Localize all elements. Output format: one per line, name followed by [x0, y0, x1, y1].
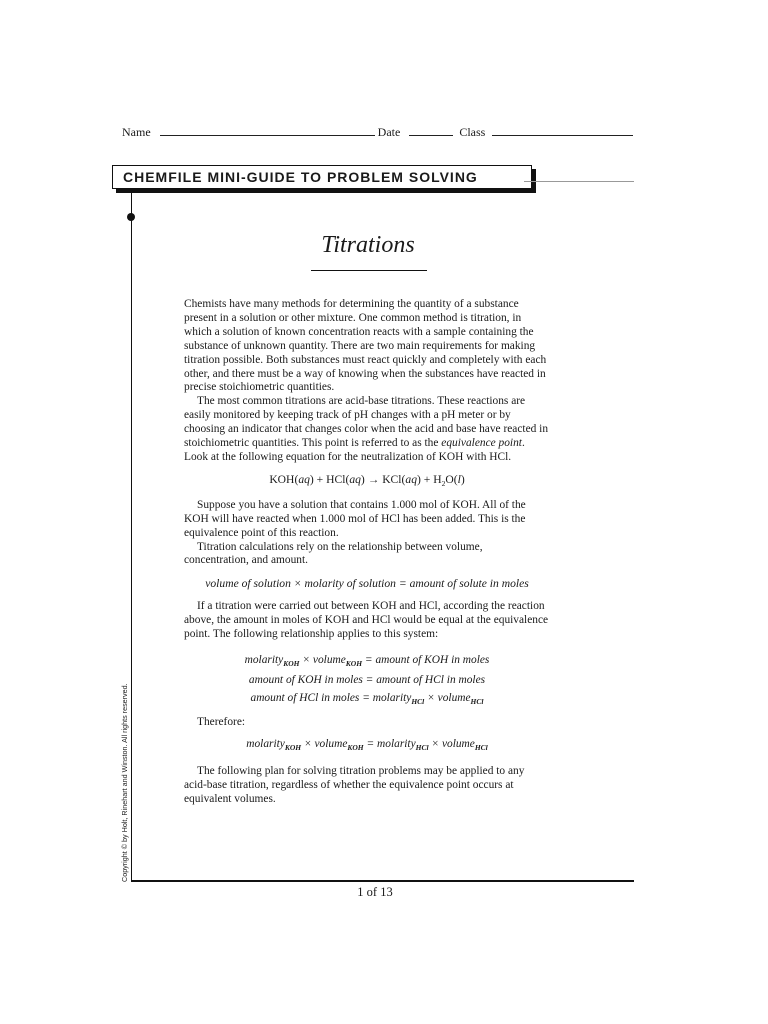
- eq-o: O: [445, 472, 454, 486]
- eq-text: × volume: [424, 691, 471, 704]
- eq-subscript: KOH: [347, 743, 364, 753]
- eq-plus: +: [316, 472, 324, 486]
- eq-subscript: HCl: [411, 696, 425, 706]
- eq-h: H: [433, 472, 442, 486]
- reaction-arrow-icon: →: [367, 472, 380, 486]
- eq-subscript: HCl: [474, 743, 488, 753]
- equivalence-point-term: equivalence point: [441, 437, 522, 450]
- eq-kcl: KCl: [382, 472, 402, 486]
- paragraph-plan: The following plan for solving titration problems may be applied to any acid-base titration, regardless of whether the equivalence point occurs at equivalent volumes.: [184, 764, 525, 805]
- left-margin-rule: [131, 191, 132, 882]
- therefore-equation: [184, 736, 550, 757]
- paragraph-acid-base: [184, 395, 550, 465]
- equation-line-therefore: [184, 736, 550, 757]
- eq-state-aq: aq: [405, 472, 417, 486]
- name-label: Name: [122, 125, 151, 139]
- eq-text: molarity: [246, 738, 285, 751]
- equation-line-2: amount of KOH in moles = amount of HCl in moles: [248, 674, 486, 687]
- page-number: 1 of 13: [357, 885, 393, 899]
- paragraph-equivalence: Suppose you have a solution that contains 1.000 mol of KOH. All of the KOH will have reacted when 1.000 mol of HCl has been added. This is the equivalence point of this reaction.: [184, 498, 526, 539]
- equation-line-3: [184, 690, 550, 711]
- eq-subscript-2: 2: [441, 478, 446, 488]
- eq-subscript: KOH: [345, 658, 363, 668]
- eq-text: × volume: [428, 738, 475, 751]
- eq-hcl: HCl: [326, 472, 346, 486]
- eq-subscript: KOH: [284, 743, 302, 753]
- name-field[interactable]: [160, 124, 375, 136]
- student-info-line: [122, 124, 633, 140]
- equation-line-1: [184, 652, 550, 673]
- eq-text: = molarity: [363, 738, 416, 751]
- eq-state-aq: aq: [298, 472, 310, 486]
- margin-dot: [127, 213, 135, 221]
- banner-rule: [524, 181, 634, 182]
- guide-banner: [112, 165, 532, 189]
- eq-plus: +: [423, 472, 431, 486]
- eq-state-l: l: [457, 472, 461, 486]
- eq-koh: KOH: [269, 472, 295, 486]
- page-title: Titrations: [321, 232, 415, 258]
- body-text: [184, 298, 550, 807]
- eq-state-aq: aq: [349, 472, 361, 486]
- paragraph-acid-base-text: The most common titrations are acid-base titrations. These reactions are easily monitored by keeping track of pH changes with a pH meter or by choosing an indicator that changes color when the acid and base have reacted in stoichiometric quantities. This point is referred to as the: [184, 395, 549, 450]
- therefore-label: Therefore:: [197, 716, 246, 729]
- banner-text: CHEMFILE MINI-GUIDE TO PROBLEM SOLVING: [112, 165, 532, 189]
- eq-subscript: HCl: [415, 743, 429, 753]
- date-field[interactable]: [409, 124, 453, 136]
- neutralization-equation: $KOH(aq) + HCl(aq) \to KCl(aq) + H_2O(l)$: [269, 472, 465, 488]
- eq-text: amount of HCl in moles = molarity: [250, 691, 412, 704]
- volume-molarity-relationship: volume of solution × molarity of solution = amount of solute in moles: [205, 577, 529, 591]
- title-underline: [311, 270, 427, 271]
- eq-subscript: HCl: [470, 696, 484, 706]
- eq-subscript: KOH: [283, 658, 300, 668]
- relationship-equations: [184, 652, 550, 711]
- class-field[interactable]: [492, 124, 633, 136]
- paragraph-intro: Chemists have many methods for determining the quantity of a substance present in a solution or other mixture. One common method is titration, in which a solution of known concentration reacts with a sample containing the substance of unknown quantity. There are two main requirements for making titration possible. Both substances must react quickly and completely with each other, and there must be a way of knowing when the substances have reacted in precise stoichiometric quantities.: [184, 298, 547, 394]
- paragraph-koh-hcl: If a titration were carried out between KOH and HCl, according the reaction above, the amount in moles of KOH and HCl would be equal at the equivalence point. The following relationship applies to this system:: [184, 600, 549, 641]
- paragraph-acid-base-tail: . Look at the following equation for the neutralization of KOH with HCl.: [184, 437, 525, 463]
- eq-text: = amount of KOH in moles: [362, 653, 490, 666]
- bottom-rule: [131, 880, 634, 882]
- paragraph-calculations: Titration calculations rely on the relationship between volume, concentration, and amount.: [184, 540, 483, 567]
- copyright-notice: Copyright © by Holt, Rinehart and Winston. All rights reserved.: [120, 683, 129, 882]
- eq-text: × volume: [301, 738, 348, 751]
- eq-text: × volume: [299, 653, 346, 666]
- eq-text: molarity: [244, 653, 284, 666]
- date-label: Date: [377, 125, 401, 139]
- class-label: Class: [459, 125, 486, 139]
